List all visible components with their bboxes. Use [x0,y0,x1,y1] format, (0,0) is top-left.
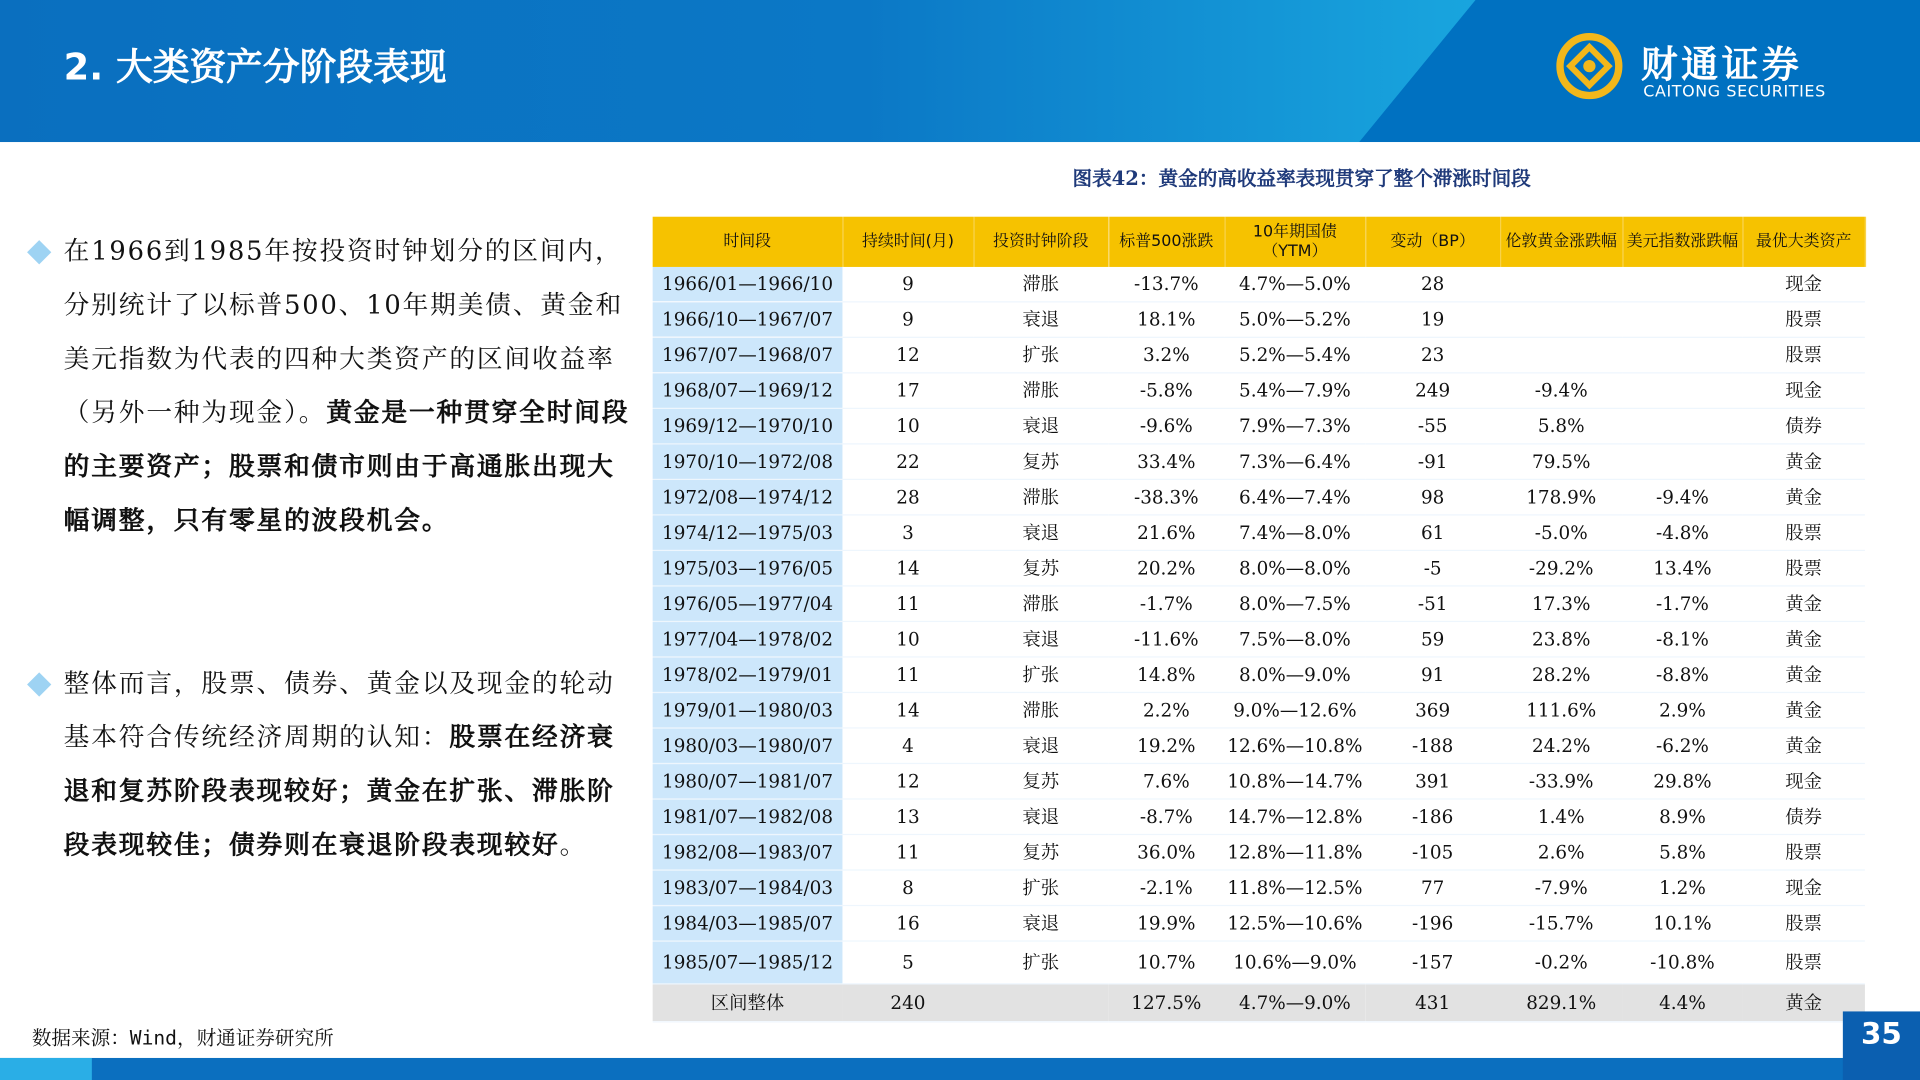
table-cell: 14 [842,692,973,728]
table-cell: 22 [842,444,973,480]
table-cell: 股票 [1742,906,1864,942]
table-cell: 18.1% [1108,302,1224,338]
paragraph-2 [64,656,640,872]
table-cell: 3.2% [1108,337,1224,373]
table-cell: 16 [842,906,973,942]
table-cell: 8.0%—7.5% [1224,586,1365,622]
footer-bar [0,1058,1920,1080]
table-cell: 391 [1365,763,1500,799]
page-title: 2. 大类资产分阶段表现 [63,46,447,90]
column-header: 持续时间(月) [842,217,973,267]
table-cell: 扩张 [973,870,1108,906]
table-cell: -10.8% [1622,941,1742,984]
table-total-row [653,984,1865,1022]
asset-performance-table [653,217,1866,1023]
table-cell: 1976/05—1977/04 [653,586,843,622]
company-logo [1555,32,1861,110]
table-cell: 2.9% [1622,692,1742,728]
table-cell: 11 [842,834,973,870]
table-cell: -186 [1365,799,1500,835]
table-cell: 20.2% [1108,550,1224,586]
table-cell: 衰退 [973,408,1108,444]
table-cell: -33.9% [1500,763,1622,799]
table-cell: -1.7% [1622,586,1742,622]
table-cell: 1970/10—1972/08 [653,444,843,480]
table-cell: 19.2% [1108,728,1224,764]
table-cell: 29.8% [1622,763,1742,799]
column-header: 伦敦黄金涨跌幅 [1500,217,1622,267]
table-cell: 债券 [1742,408,1864,444]
table-cell: 21.6% [1108,515,1224,551]
table-cell: 59 [1365,621,1500,657]
table-cell: -29.2% [1500,550,1622,586]
table-cell: -15.7% [1500,906,1622,942]
paragraph-text: 。 [559,830,588,860]
table-cell: 3 [842,515,973,551]
table-row [653,302,1865,338]
table-cell: 1.2% [1622,870,1742,906]
table-cell [1500,302,1622,338]
table-cell: 1982/08—1983/07 [653,834,843,870]
page-number: 35 [1843,1011,1920,1080]
table-cell: 7.3%—6.4% [1224,444,1365,480]
table-cell: -5.8% [1108,373,1224,409]
table-cell: -6.2% [1622,728,1742,764]
table-cell: 滞胀 [973,586,1108,622]
table-cell: 8.0%—9.0% [1224,657,1365,693]
table-cell: 区间整体 [653,984,843,1022]
table-row [653,267,1865,302]
table-cell: 1979/01—1980/03 [653,692,843,728]
table-cell: 13 [842,799,973,835]
table-cell: 77 [1365,870,1500,906]
table-cell: 衰退 [973,799,1108,835]
table-cell: 1968/07—1969/12 [653,373,843,409]
table-cell: 1981/07—1982/08 [653,799,843,835]
table-cell: -9.4% [1500,373,1622,409]
table-cell: 债券 [1742,799,1864,835]
table-cell: 12.8%—11.8% [1224,834,1365,870]
logo-name-en: CAITONG SECURITIES [1643,83,1826,102]
table-cell: 1.4% [1500,799,1622,835]
table-cell: 91 [1365,657,1500,693]
table-cell: 滞胀 [973,692,1108,728]
table-cell: 14.7%—12.8% [1224,799,1365,835]
column-header: 时间段 [653,217,843,267]
table-cell: 扩张 [973,941,1108,984]
table-cell: 1983/07—1984/03 [653,870,843,906]
table-cell: -157 [1365,941,1500,984]
table-cell: 黄金 [1742,479,1864,515]
table-cell: 369 [1365,692,1500,728]
table-cell: 衰退 [973,621,1108,657]
table-cell: 1974/12—1975/03 [653,515,843,551]
table-cell: 1969/12—1970/10 [653,408,843,444]
table-row [653,621,1865,657]
table-cell: 4.7%—9.0% [1224,984,1365,1022]
table-cell: 黄金 [1742,586,1864,622]
table-cell [1622,337,1742,373]
table-cell: 衰退 [973,515,1108,551]
paragraph-1 [64,224,640,547]
table-cell: 7.5%—8.0% [1224,621,1365,657]
table-cell: 股票 [1742,337,1864,373]
table-cell: 10 [842,408,973,444]
table-cell: 127.5% [1108,984,1224,1022]
paragraph-text: 整体而言，股票、债券、黄金以及现金的轮动基本符合传统经济周期的认知： [63,668,615,752]
table-cell: 24.2% [1500,728,1622,764]
table-cell: 扩张 [973,337,1108,373]
header-bar [0,0,1920,142]
table-cell: 10 [842,621,973,657]
table-cell: 黄金 [1742,657,1864,693]
table-header-row [653,217,1865,267]
table-cell: 12 [842,337,973,373]
table-cell: -196 [1365,906,1500,942]
table-cell: 7.6% [1108,763,1224,799]
table-cell: 14.8% [1108,657,1224,693]
table-cell: 36.0% [1108,834,1224,870]
table-cell: 1984/03—1985/07 [653,906,843,942]
table-cell: 23 [1365,337,1500,373]
paragraph-bold-text: 股票在经济衰退和复苏阶段表现较好；黄金在扩张、滞胀阶段表现较佳；债券则在衰退阶段表现较好 [63,721,615,860]
table-cell: -13.7% [1108,267,1224,302]
table-cell: -51 [1365,586,1500,622]
table-cell: -9.4% [1622,479,1742,515]
table-cell: 滞胀 [973,373,1108,409]
table-cell: 1966/01—1966/10 [653,267,843,302]
bullet-diamond-icon [27,672,51,696]
table-cell: 5.2%—5.4% [1224,337,1365,373]
table-cell: 4.7%—5.0% [1224,267,1365,302]
table-cell: 11.8%—12.5% [1224,870,1365,906]
table-cell [973,984,1108,1022]
table-cell: 黄金 [1742,621,1864,657]
table-cell: 7.4%—8.0% [1224,515,1365,551]
table-cell: 现金 [1742,870,1864,906]
table-row [653,763,1865,799]
table-row [653,728,1865,764]
paragraph-text: 在1966到1985年按投资时钟划分的区间内，分别统计了以标普500、10年期美债、黄金和美元指数为代表的四种大类资产的区间收益率（另外一种为现金）。 [63,236,624,428]
table-row [653,906,1865,942]
table-cell: 黄金 [1742,444,1864,480]
table-cell: 240 [842,984,973,1022]
logo-icon [1555,32,1624,101]
footer-accent [0,1058,92,1080]
paragraph-bold-text: 黄金是一种贯穿全时间段的主要资产；股票和债市则由于高通胀出现大幅调整，只有零星的波段机会。 [63,396,630,536]
table-cell: 9 [842,267,973,302]
table-cell: 衰退 [973,302,1108,338]
table-cell: -5.0% [1500,515,1622,551]
table-cell: 股票 [1742,515,1864,551]
table-row [653,550,1865,586]
table-cell: 衰退 [973,728,1108,764]
table-cell: 扩张 [973,657,1108,693]
table-cell: 黄金 [1742,692,1864,728]
data-source: 数据来源：Wind，财通证券研究所 [31,1026,334,1050]
table-cell: 衰退 [973,906,1108,942]
table-cell: 61 [1365,515,1500,551]
table-cell: 1975/03—1976/05 [653,550,843,586]
table-row [653,692,1865,728]
table-cell: 14 [842,550,973,586]
table-cell: 11 [842,586,973,622]
table-cell: 1985/07—1985/12 [653,941,843,984]
table-cell: 10.8%—14.7% [1224,763,1365,799]
column-header: 投资时钟阶段 [973,217,1108,267]
table-cell: 1980/07—1981/07 [653,763,843,799]
table-cell: 178.9% [1500,479,1622,515]
table-cell [1500,267,1622,302]
table-row [653,337,1865,373]
table-cell: -11.6% [1108,621,1224,657]
table-cell [1622,373,1742,409]
table-cell: 股票 [1742,941,1864,984]
table-cell: 33.4% [1108,444,1224,480]
table-cell: 10.6%—9.0% [1224,941,1365,984]
table-cell: 8.9% [1622,799,1742,835]
table-cell: 股票 [1742,302,1864,338]
table-cell: 9 [842,302,973,338]
table-cell: -0.2% [1500,941,1622,984]
table-cell: -9.6% [1108,408,1224,444]
table-cell: 11 [842,657,973,693]
figure-caption: 图表42：黄金的高收益率表现贯穿了整个滞涨时间段 [1072,166,1531,190]
table-cell: 黄金 [1742,984,1864,1022]
table-cell: -2.1% [1108,870,1224,906]
logo-name-cn: 财通证券 [1640,44,1803,87]
table-cell: -55 [1365,408,1500,444]
table-cell: 股票 [1742,550,1864,586]
table-cell: 滞胀 [973,267,1108,302]
table-cell: -1.7% [1108,586,1224,622]
table-cell: 1978/02—1979/01 [653,657,843,693]
table-cell: 12 [842,763,973,799]
table-cell: -4.8% [1622,515,1742,551]
table-cell: -8.8% [1622,657,1742,693]
table-cell: 5.8% [1500,408,1622,444]
table-cell: -8.1% [1622,621,1742,657]
table-cell: 5.0%—5.2% [1224,302,1365,338]
column-header: 10年期国债（YTM） [1224,217,1365,267]
table-cell: 5.8% [1622,834,1742,870]
table-row [653,444,1865,480]
table-cell: 1972/08—1974/12 [653,479,843,515]
table-cell: 19.9% [1108,906,1224,942]
table-cell: 8.0%—8.0% [1224,550,1365,586]
table-cell: 98 [1365,479,1500,515]
table-cell: 249 [1365,373,1500,409]
column-header: 美元指数涨跌幅 [1622,217,1742,267]
table-cell: 111.6% [1500,692,1622,728]
table-row [653,586,1865,622]
table-cell: 现金 [1742,267,1864,302]
table-cell: 10.1% [1622,906,1742,942]
table-cell: 1966/10—1967/07 [653,302,843,338]
table-row [653,408,1865,444]
table-row [653,834,1865,870]
column-header: 变动（BP） [1365,217,1500,267]
table-cell: -8.7% [1108,799,1224,835]
table-cell: 4 [842,728,973,764]
table-cell: 28 [842,479,973,515]
table-row [653,870,1865,906]
table-cell: 17.3% [1500,586,1622,622]
table-cell: -91 [1365,444,1500,480]
table-cell: 12.5%—10.6% [1224,906,1365,942]
table-cell: 1967/07—1968/07 [653,337,843,373]
table-cell: 23.8% [1500,621,1622,657]
table-cell: 9.0%—12.6% [1224,692,1365,728]
table-cell [1622,267,1742,302]
table-cell: 28.2% [1500,657,1622,693]
table-cell: 431 [1365,984,1500,1022]
table-cell: 2.6% [1500,834,1622,870]
table-cell: 5.4%—7.9% [1224,373,1365,409]
table-cell: 现金 [1742,763,1864,799]
table-cell: 复苏 [973,444,1108,480]
table-cell: 12.6%—10.8% [1224,728,1365,764]
table-cell: 滞胀 [973,479,1108,515]
table-cell: 股票 [1742,834,1864,870]
table-cell: 7.9%—7.3% [1224,408,1365,444]
table-cell: 829.1% [1500,984,1622,1022]
table-cell [1500,337,1622,373]
table-row [653,941,1865,984]
table-cell [1622,408,1742,444]
table-cell: 5 [842,941,973,984]
table-cell: 复苏 [973,763,1108,799]
table-cell: -105 [1365,834,1500,870]
table-cell: 复苏 [973,834,1108,870]
table-cell: 13.4% [1622,550,1742,586]
table-cell: 28 [1365,267,1500,302]
table-cell: 1977/04—1978/02 [653,621,843,657]
table-cell: 现金 [1742,373,1864,409]
table-cell: -38.3% [1108,479,1224,515]
table-cell: 复苏 [973,550,1108,586]
table-cell: -7.9% [1500,870,1622,906]
bullet-diamond-icon [27,240,51,264]
table-cell [1622,444,1742,480]
table-cell: 2.2% [1108,692,1224,728]
column-header: 标普500涨跌 [1108,217,1224,267]
table-cell [1622,302,1742,338]
table-cell: 19 [1365,302,1500,338]
table-cell: 17 [842,373,973,409]
table-cell: 4.4% [1622,984,1742,1022]
table-row [653,479,1865,515]
table-cell: 6.4%—7.4% [1224,479,1365,515]
table-cell: 1980/03—1980/07 [653,728,843,764]
table-cell: -5 [1365,550,1500,586]
table-row [653,373,1865,409]
table-cell: 8 [842,870,973,906]
column-header: 最优大类资产 [1742,217,1864,267]
table-cell: 10.7% [1108,941,1224,984]
table-row [653,515,1865,551]
table-row [653,657,1865,693]
table-cell: 黄金 [1742,728,1864,764]
table-row [653,799,1865,835]
table-cell: -188 [1365,728,1500,764]
table-cell: 79.5% [1500,444,1622,480]
